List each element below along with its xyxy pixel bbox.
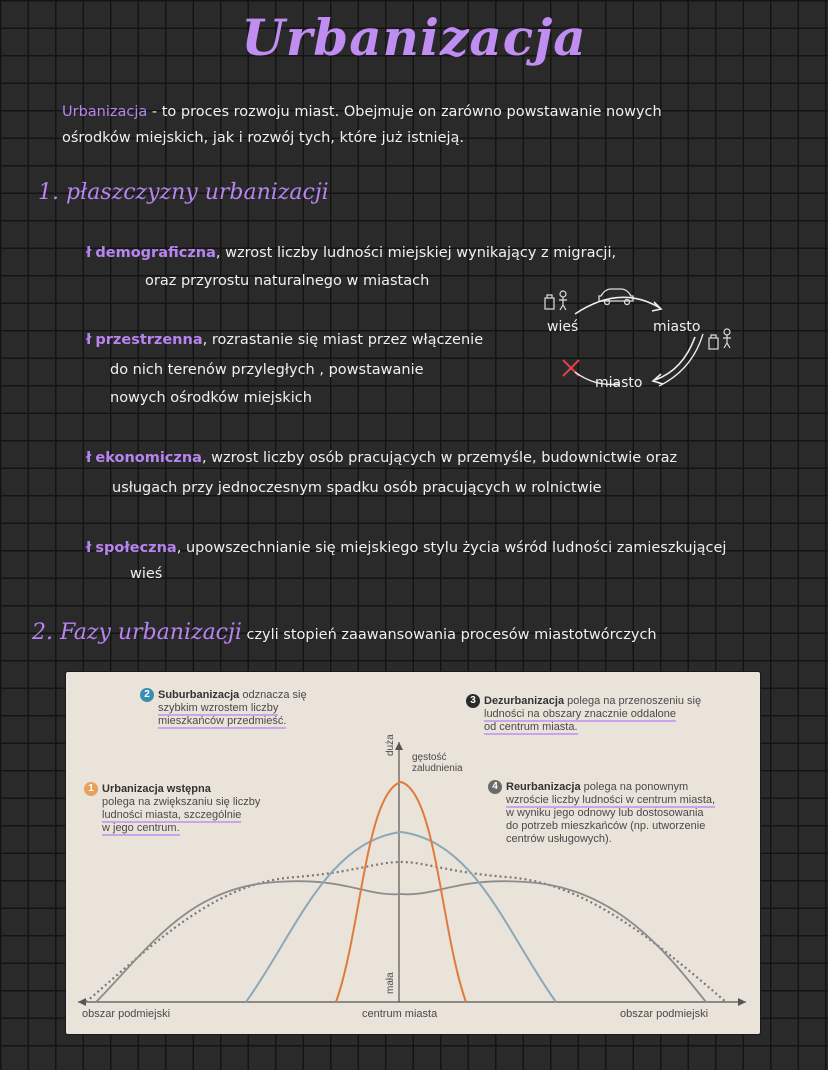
axis-y-label: gęstość zaludnienia (412, 752, 463, 774)
node-city-right: miasto (653, 319, 701, 335)
axis-x-left: obszar podmiejski (82, 1008, 171, 1020)
section-2-heading (32, 620, 657, 645)
page-title: Urbanizacja (241, 8, 587, 67)
section-2-subtitle: czyli stopień zaawansowania procesów miastotwórczych (241, 627, 657, 643)
intro-line-1 (62, 104, 662, 120)
phase-2-description: 2 Suburbanizacja odznacza się szybkim wzrostem liczby mieszkańców przedmieść. (140, 688, 307, 728)
axis-y-low: mała (385, 972, 396, 994)
section-1-heading: 1. płaszczyzny urbanizacji (38, 180, 329, 205)
item-spatial (86, 332, 483, 348)
axis-x-center: centrum miasta (362, 1008, 438, 1020)
phase-3-number: 3 (466, 694, 480, 708)
node-village: wieś (547, 319, 579, 335)
item-demographic (86, 245, 616, 261)
phase-2-name: Suburbanizacja (158, 688, 240, 701)
item-term: demograficzna (95, 245, 216, 261)
axis-y-high: duża (385, 734, 396, 756)
item-term: przestrzenna (95, 332, 203, 348)
bullet-icon: ł (86, 540, 92, 556)
item-demographic-line-2: oraz przyrostu naturalnego w miastach (145, 273, 430, 289)
section-2-title: 2. Fazy urbanizacji (32, 620, 242, 645)
phase-1-name: Urbanizacja wstępna (102, 782, 211, 795)
intro-definition: - to proces rozwoju miast. Obejmuje on zarówno powstawanie nowych (147, 104, 662, 120)
item-economic (86, 450, 677, 466)
urbanization-phases-figure (66, 672, 760, 1034)
item-economic-line-2: usługach przy jednoczesnym spadku osób pracujących w rolnictwie (112, 480, 602, 496)
intro-term: Urbanizacja (62, 104, 148, 120)
item-term: ekonomiczna (95, 450, 202, 466)
phase-1-number: 1 (84, 782, 98, 796)
bullet-icon: ł (86, 332, 92, 348)
node-city-bottom: miasto (595, 375, 643, 391)
migration-cycle-diagram (535, 282, 745, 402)
item-text: , wzrost liczby ludności miejskiej wynikający z migracji, (215, 245, 617, 261)
item-social (86, 540, 726, 556)
intro-line-2: ośrodków miejskich, jak i rozwój tych, które już istnieją. (62, 130, 465, 146)
item-term: społeczna (95, 540, 177, 556)
item-text: , wzrost liczby osób pracujących w przemyśle, budownictwie oraz (201, 450, 678, 466)
bullet-icon: ł (86, 245, 92, 261)
phase-3-name: Dezurbanizacja (484, 694, 565, 707)
phase-4-name: Reurbanizacja (506, 780, 581, 793)
item-spatial-line-3: nowych ośrodków miejskich (110, 390, 312, 406)
person-icon (709, 329, 731, 349)
item-text: , upowszechnianie się miejskiego stylu życia wśród ludności zamieszkującej (176, 540, 727, 556)
item-text: , rozrastanie się miast przez włączenie (202, 332, 484, 348)
item-social-line-2: wieś (130, 566, 163, 582)
phase-4-number: 4 (488, 780, 502, 794)
phase-4-description: 4 Reurbanizacja polega na ponownym wzroście liczby ludności w centrum miasta, w wyniku jego odnowy lub dostosowania do potrzeb mieszkańców (np. utworzenie centrów usługowych). (488, 780, 715, 846)
bullet-icon: ł (86, 450, 92, 466)
phase-3-description: 3 Dezurbanizacja polega na przenoszeniu się ludności na obszary znacznie oddalone od centrum miasta. (466, 694, 701, 734)
axis-x-right: obszar podmiejski (620, 1008, 709, 1020)
phase-1-description: 1 Urbanizacja wstępna polega na zwiększaniu się liczby ludności miasta, szczególnie w jego centrum. (84, 782, 260, 835)
person-icon (545, 291, 567, 310)
phase-2-number: 2 (140, 688, 154, 702)
item-spatial-line-2: do nich terenów przyległych , powstawanie (110, 362, 424, 378)
